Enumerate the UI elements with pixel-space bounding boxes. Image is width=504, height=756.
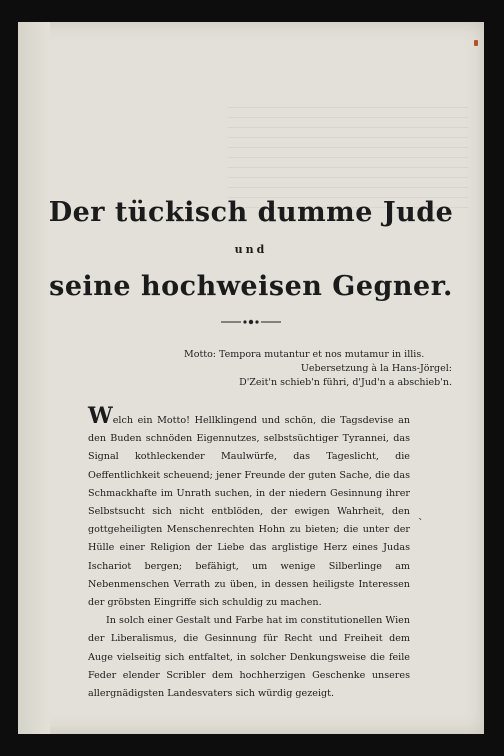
title-connector: und (234, 243, 268, 256)
paragraph-1-text: elch ein Motto! Hellklingend und schön, die Tagsdevise an den Buden schnöden Eigennutzes, selbstsüchtiger Tyrannei, das Signal kothleckender Maulwürfe, das Tageslicht, die Oeffentlichkeit scheuend; jener Freunde der guten Sache, die das Schmackhafte im Unrath suchen, in der niedern Gesinnung ihrer Selbstsucht sich nicht entblöden, der ewigen Wahrheit, den gottgeheiligten Menschenrechten Hohn zu bieten; die unter der Hülle einer Religion der Liebe das arglistige Herz eines Judas Ischariot bergen; befähigt, um wenige Silberlinge am Nebenmenschen Verrath zu üben, in dessen heiligste Interessen der gröbsten Eingriffe sich schuldig zu machen. (88, 415, 410, 609)
drop-cap: W (88, 403, 113, 429)
motto-translation: D'Zeit'n schieb'n führi, d'Jud'n a abschieb'n. (239, 377, 452, 388)
ornament-divider (221, 318, 281, 326)
red-mark (474, 40, 478, 46)
body-text (88, 403, 410, 703)
paper-fold-strip (18, 22, 50, 734)
paragraph-1 (88, 403, 410, 612)
margin-mark: ˋ (418, 517, 424, 530)
motto-translation-label: Uebersetzung à la Hans-Jörgel: (300, 363, 452, 374)
motto-block (184, 348, 452, 390)
show-through-text (228, 98, 468, 208)
title-sub: seine hochweisen Gegner. (49, 271, 453, 302)
paragraph-2: In solch einer Gestalt und Farbe hat im constitutionellen Wien der Liberalismus, die Gesinnung für Recht und Freiheit dem Auge vielseitig sich entfaltet, in solcher Denkungsweise die feile Feder elender Scribler dem hochherzigen Geschenke unseres allergnädigsten Landesvaters sich würdig gezeigt. (88, 615, 410, 700)
motto-latin: Motto: Tempora mutantur et nos mutamur in illis. (184, 349, 425, 360)
title-main: Der tückisch dumme Jude (48, 197, 454, 228)
document-page (18, 22, 484, 734)
